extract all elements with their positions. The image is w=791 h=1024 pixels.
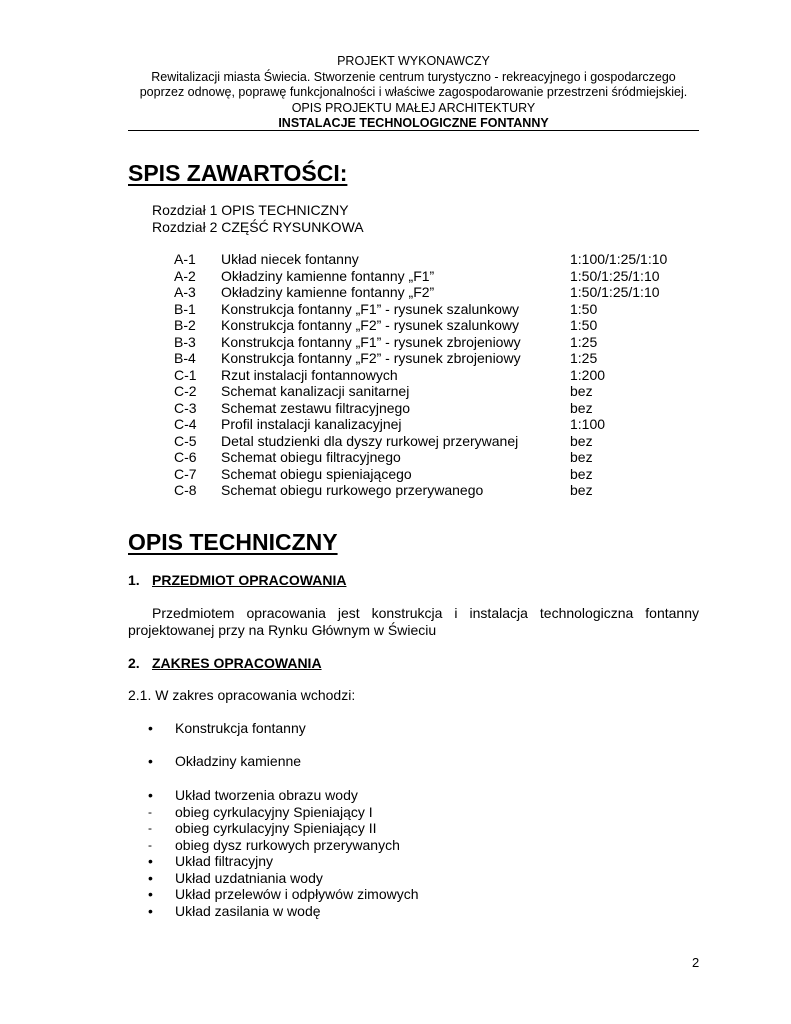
header-document-type: OPIS PROJEKTU MAŁEJ ARCHITEKTURY (291, 100, 536, 115)
drawing-code: C-1 (174, 366, 197, 383)
list-item-text: Układ filtracyjny (175, 853, 274, 869)
drawing-row (174, 334, 694, 351)
drawing-scale: 1:100 (570, 416, 606, 432)
drawing-code: C-5 (174, 432, 197, 449)
chapter-item: Rozdział 2 CZĘŚĆ RYSUNKOWA (152, 219, 364, 235)
list-item-text: obieg cyrkulacyjny Spieniający II (175, 820, 377, 836)
drawing-title: Schemat obiegu rurkowego przerywanego (221, 482, 484, 498)
drawing-title: Schemat obiegu filtracyjnego (221, 449, 401, 465)
drawing-row (174, 350, 694, 367)
drawing-row (174, 416, 694, 433)
drawing-code: C-4 (174, 416, 197, 432)
drawing-code: C-3 (174, 399, 197, 416)
drawing-code: C-2 (174, 383, 197, 399)
drawing-code: B-3 (174, 333, 196, 350)
list-item-text: Układ przelewów i odpływów zimowych (175, 886, 419, 902)
dash-marker: - (148, 837, 152, 852)
drawing-scale: 1:50 (570, 300, 598, 317)
drawing-scale: bez (570, 383, 593, 399)
bullet-marker: • (148, 720, 153, 736)
section-title: ZAKRES OPRACOWANIA (152, 655, 322, 671)
section-title: PRZEDMIOT OPRACOWANIA (152, 572, 347, 588)
drawing-title: Schemat kanalizacji sanitarnej (221, 383, 410, 399)
drawing-code: A-3 (174, 284, 196, 300)
drawing-title: Schemat zestawu filtracyjnego (221, 399, 411, 416)
drawing-title: Detal studzienki dla dyszy rurkowej przerywanej (221, 432, 519, 449)
drawing-title: Układ niecek fontanny (221, 251, 359, 267)
section-number: 1. (128, 572, 140, 588)
paragraph-line: Przedmiotem opracowania jest konstrukcja i instalacja technologiczna fontanny (152, 605, 699, 621)
drawing-code: A-1 (174, 251, 196, 267)
drawing-scale: 1:50 (570, 317, 598, 333)
drawing-row (174, 383, 694, 400)
page-number: 2 (692, 955, 700, 970)
drawing-scale: bez (570, 482, 593, 498)
drawing-title: Rzut instalacji fontannowych (221, 366, 398, 383)
drawing-scale: 1:25 (570, 350, 598, 366)
drawing-title: Konstrukcja fontanny „F1” - rysunek zbrojeniowy (221, 333, 521, 350)
header-divider (128, 130, 699, 131)
drawing-code: C-7 (174, 465, 197, 482)
drawing-code: C-6 (174, 449, 197, 465)
bullet-marker: • (148, 886, 153, 902)
paragraph-line: projektowanej przy na Rynku Głównym w Świeciu (128, 622, 437, 638)
drawing-code: B-4 (174, 350, 196, 366)
toc-title: SPIS ZAWARTOŚCI: (128, 160, 348, 186)
drawing-scale: bez (570, 399, 593, 416)
list-item-text: Układ tworzenia obrazu wody (175, 787, 358, 803)
bullet-marker: • (148, 869, 153, 886)
drawing-row (174, 433, 694, 450)
list-item-text: obieg cyrkulacyjny Spieniający I (175, 803, 373, 820)
drawing-title: Konstrukcja fontanny „F1” - rysunek szalunkowy (221, 300, 520, 317)
drawing-title: Okładziny kamienne fontanny „F1” (221, 267, 435, 284)
drawing-row (174, 367, 694, 384)
drawing-scale: bez (570, 465, 593, 482)
drawing-row (174, 251, 694, 268)
drawing-list (174, 251, 694, 499)
drawing-row (174, 466, 694, 483)
drawing-code: B-2 (174, 317, 196, 333)
subsection-intro: 2.1. W zakres opracowania wchodzi: (128, 687, 356, 703)
drawing-code: B-1 (174, 300, 196, 317)
drawing-scale: bez (570, 432, 593, 449)
drawing-scale: bez (570, 449, 593, 465)
drawing-row (174, 284, 694, 301)
drawing-row (174, 301, 694, 318)
drawing-scale: 1:50/1:25/1:10 (570, 284, 660, 300)
page-header (128, 54, 699, 132)
drawing-code: C-8 (174, 482, 197, 498)
drawing-row (174, 400, 694, 417)
header-project-name-line1: Rewitalizacji miasta Świecia. Stworzenie centrum turystyczno - rekreacyjnego i gospodarczego (151, 69, 676, 84)
drawing-title: Konstrukcja fontanny „F2” - rysunek szalunkowy (221, 317, 520, 333)
list-item-text: Okładziny kamienne (175, 753, 302, 769)
dash-marker: - (148, 821, 152, 835)
section-1-heading (128, 572, 346, 588)
drawing-title: Konstrukcja fontanny „F2” - rysunek zbrojeniowy (221, 350, 521, 366)
drawing-title: Okładziny kamienne fontanny „F2” (221, 284, 435, 300)
bullet-marker: • (148, 787, 153, 803)
section-2-heading (128, 655, 322, 671)
drawing-row (174, 449, 694, 466)
chapter-list (152, 202, 364, 236)
drawing-row (174, 268, 694, 285)
chapter-item: Rozdział 1 OPIS TECHNICZNY (152, 202, 349, 218)
drawing-scale: 1:25 (570, 333, 598, 350)
dash-marker: - (148, 804, 152, 819)
header-project-type: PROJEKT WYKONAWCZY (337, 54, 490, 68)
bullet-marker: • (148, 902, 153, 919)
drawing-scale: 1:200 (570, 366, 606, 383)
bullet-marker: • (148, 753, 153, 769)
header-document-subject: INSTALACJE TECHNOLOGICZNE FONTANNY (278, 116, 549, 130)
bullet-marker: • (148, 853, 153, 869)
drawing-scale: 1:100/1:25/1:10 (570, 251, 668, 267)
list-item-text: Konstrukcja fontanny (175, 720, 306, 736)
section-1-paragraph (128, 605, 699, 639)
opis-title: OPIS TECHNICZNY (128, 529, 338, 555)
drawing-row (174, 482, 694, 499)
header-project-name-line2: poprzez odnowę, poprawę funkcjonalności i właściwe zagospodarowanie przestrzeni śródmiejskiej. (139, 85, 688, 99)
section-number: 2. (128, 655, 140, 671)
list-item-text: Układ zasilania w wodę (175, 902, 321, 919)
list-item-text: obieg dysz rurkowych przerywanych (175, 836, 400, 853)
list-item-text: Układ uzdatniania wody (175, 869, 323, 886)
drawing-scale: 1:50/1:25/1:10 (570, 267, 660, 284)
drawing-title: Schemat obiegu spieniającego (221, 465, 412, 482)
drawing-row (174, 317, 694, 334)
drawing-title: Profil instalacji kanalizacyjnej (221, 416, 402, 432)
drawing-code: A-2 (174, 267, 196, 284)
